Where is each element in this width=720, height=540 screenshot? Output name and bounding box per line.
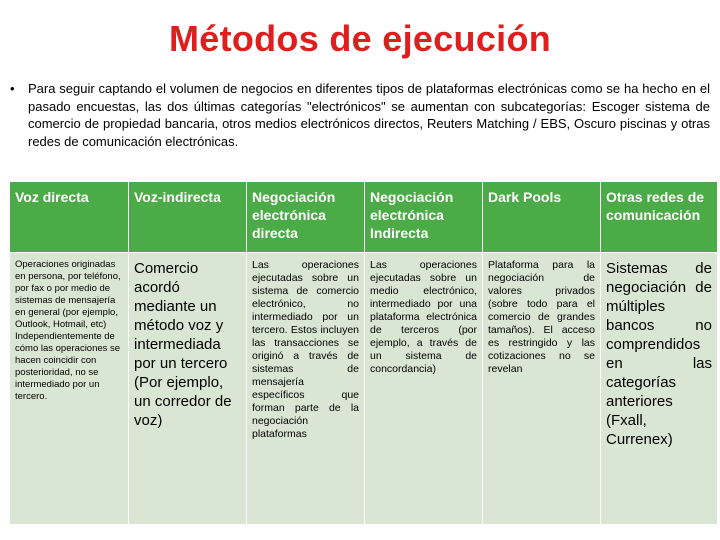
header-dark-pools: Dark Pools — [483, 182, 601, 253]
bullet-paragraph — [10, 80, 710, 150]
slide-title: Métodos de ejecución — [168, 18, 552, 59]
cell-otras-redes: Sistemas de negociación de múltiples bancos no comprendidos en las categorías anteriores (Fxall, Currenex) — [601, 253, 718, 525]
bullet-text: Para seguir captando el volumen de negocios en diferentes tipos de plataformas electrónicas como se ha hecho en el pasado encuestas, las dos últimas categorías "electrónicos" se aumentan con subcategorías: Escoger sistema de comercio de propiedad bancaria, otros medios electrónicos directos, Reuters Matching / EBS, Oscuro piscinas y otras redes de comunicación electrónicas. — [28, 81, 710, 149]
header-voz-directa: Voz directa — [10, 182, 129, 253]
cell-voz-indirecta: Comercio acordó mediante un método voz y intermediada por un tercero (Por ejemplo, un corredor de voz) — [129, 253, 247, 525]
cell-negociacion-directa: Las operaciones ejecutadas sobre un sistema de comercio electrónico, no intermediado por un tercero. Estos incluyen las transacciones se originó a través de sistemas de mensajería específicos que forman parte de la negociación plataformas — [247, 253, 365, 525]
execution-methods-table — [9, 181, 718, 525]
header-otras-redes: Otras redes de comunicación — [601, 182, 718, 253]
cell-negociacion-indirecta: Las operaciones ejecutadas sobre un medio electrónico, intermediado por una plataforma electrónica de terceros (por ejemplo, a través de un sistema de concordancia) — [365, 253, 483, 525]
header-voz-indirecta: Voz-indirecta — [129, 182, 247, 253]
header-negociacion-indirecta: Negociación electrónica Indirecta — [365, 182, 483, 253]
cell-dark-pools: Plataforma para la negociación de valores privados (sobre todo para el comercio de grandes tamaños). El acceso es restringido y las cotizaciones no se revelan — [483, 253, 601, 525]
table-row — [10, 253, 718, 525]
header-negociacion-directa: Negociación electrónica directa — [247, 182, 365, 253]
cell-voz-directa: Operaciones originadas en persona, por teléfono, por fax o por medio de sistemas de mensajería en general (por ejemplo, Outlook, Hotmail, etc) Independientemente de cómo las operaciones se hacen coincidir con posterioridad, no se intermediado por un tercero. — [10, 253, 129, 525]
table-header-row — [10, 182, 718, 253]
bullet-marker: • — [10, 81, 15, 96]
